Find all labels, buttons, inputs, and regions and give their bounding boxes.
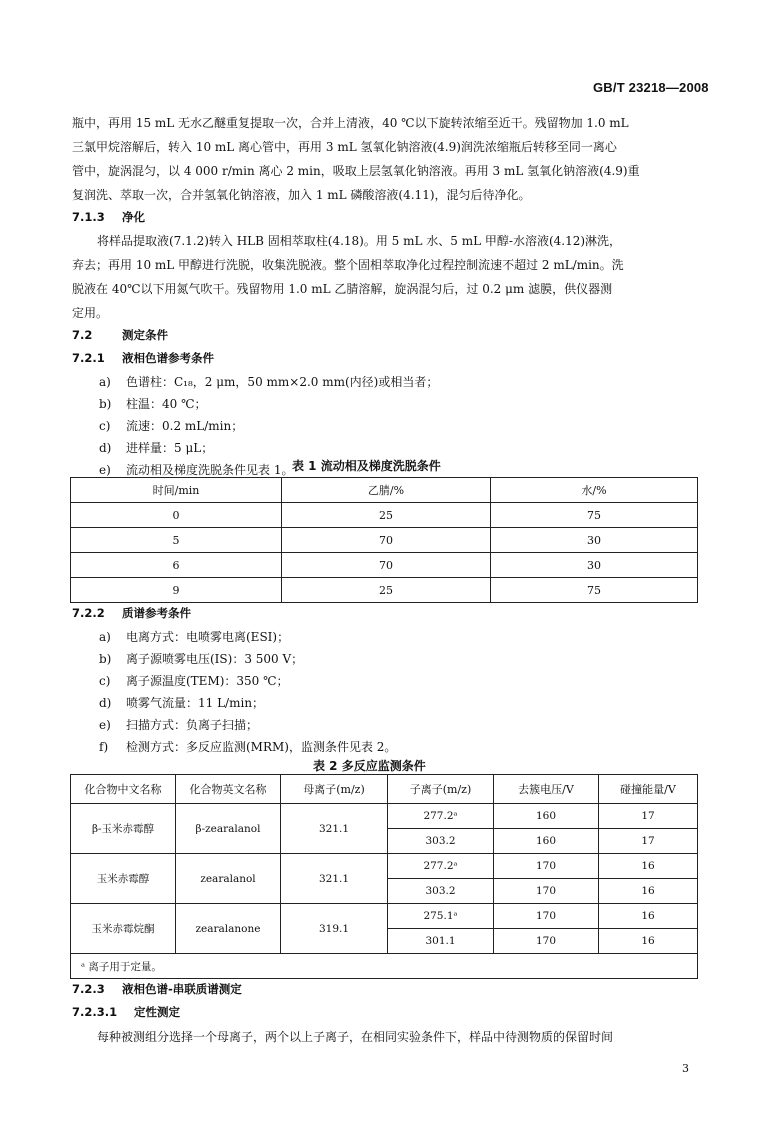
list-item: f) 检测方式：多反应监测(MRM)，监测条件见表 2。 [99, 740, 397, 754]
section-title: 液相色谱-串联质谱测定 [122, 982, 242, 996]
list-item: c) 流速：0.2 mL/min； [99, 419, 244, 433]
table-1-caption: 表 1 流动相及梯度洗脱条件 [292, 459, 441, 473]
table-row: 301.1 170 16 [71, 929, 698, 954]
paragraph-line: 每种被测组分选择一个母离子，两个以上子离子，在相同实验条件下，样品中待测物质的保留时间 [97, 1030, 614, 1044]
section-heading-7-2-3-1 [72, 1003, 180, 1022]
table-row: 0 25 75 [71, 503, 698, 528]
table-row: β-玉米赤霉醇 β-zearalanol 321.1 277.2ᵃ 160 17 [71, 804, 698, 829]
header-cell: 母离子(m/z) [281, 775, 388, 804]
section-number: 7.2.3 [72, 982, 105, 996]
section-number: 7.2.3.1 [72, 1005, 118, 1019]
paragraph-line: 定用。 [72, 306, 109, 320]
section-title: 质谱参考条件 [122, 606, 191, 620]
section-title: 净化 [122, 210, 145, 224]
paragraph-line: 复润洗、萃取一次，合并氢氧化钠溶液，加入 1 mL 磷酸溶液(4.11)，混匀后待净化。 [72, 188, 531, 202]
paragraph-line: 弃去；再用 10 mL 甲醇进行洗脱，收集洗脱液。整个固相萃取净化过程控制流速不超过 2 mL/min。洗 [72, 258, 624, 272]
section-heading-7-2-2 [72, 604, 191, 623]
table-footnote: ᵃ 离子用于定量。 [71, 954, 698, 979]
table-row: 6 70 30 [71, 553, 698, 578]
header-cell: 水/% [491, 478, 698, 503]
section-title: 测定条件 [122, 328, 168, 342]
paragraph-line: 管中，旋涡混匀，以 4 000 r/min 离心 2 min，吸取上层氢氧化钠溶液。再用 3 mL 氢氧化钠溶液(4.9)重 [72, 164, 640, 178]
table-row: 9 25 75 [71, 578, 698, 603]
table-header-row [71, 478, 698, 503]
paragraph-line: 瓶中，再用 15 mL 无水乙醚重复提取一次，合并上清液，40 ℃以下旋转浓缩至近干。残留物加 1.0 mL [72, 116, 629, 130]
paragraph-line: 三氯甲烷溶解后，转入 10 mL 离心管中，再用 3 mL 氢氧化钠溶液(4.9)润洗浓缩瓶后转移至同一离心 [72, 140, 617, 154]
list-item: b) 离子源喷雾电压(IS)：3 500 V； [99, 652, 304, 666]
list-item: d) 进样量：5 μL； [99, 441, 214, 455]
table-row: 303.2 170 16 [71, 879, 698, 904]
header-cell: 化合物中文名称 [71, 775, 176, 804]
table-1 [70, 477, 698, 603]
section-title: 液相色谱参考条件 [122, 351, 214, 365]
section-number: 7.2.1 [72, 351, 105, 365]
list-item: e) 扫描方式：负离子扫描； [99, 718, 259, 732]
section-heading-7-2 [72, 326, 168, 345]
list-item: d) 喷雾气流量：11 L/min； [99, 696, 265, 710]
section-number: 7.1.3 [72, 210, 105, 224]
list-item: a) 电离方式：电喷雾电离(ESI)； [99, 630, 290, 644]
section-heading-7-2-3 [72, 980, 242, 999]
section-heading-7-1-3 [72, 208, 145, 227]
standard-number: GB/T 23218—2008 [593, 80, 709, 95]
table-2-caption: 表 2 多反应监测条件 [313, 759, 426, 773]
list-item: c) 离子源温度(TEM)：350 ℃； [99, 674, 289, 688]
table-row: 玉米赤霉醇 zearalanol 321.1 277.2ᵃ 170 16 [71, 854, 698, 879]
table-row: 303.2 160 17 [71, 829, 698, 854]
page-number: 3 [682, 1062, 689, 1075]
paragraph-line: 将样品提取液(7.1.2)转入 HLB 固相萃取柱(4.18)。用 5 mL 水、5 mL 甲醇-水溶液(4.12)淋洗， [97, 234, 622, 248]
list-item: a) 色谱柱：C₁₈，2 μm，50 mm×2.0 mm(内径)或相当者； [99, 375, 439, 389]
table-row: 玉米赤霉烷酮 zearalanone 319.1 275.1ᵃ 170 16 [71, 904, 698, 929]
list-item: b) 柱温：40 ℃； [99, 397, 207, 411]
section-number: 7.2 [72, 328, 93, 342]
list-item: e) 流动相及梯度洗脱条件见表 1。 [99, 463, 294, 477]
paragraph-line: 脱液在 40℃以下用氮气吹干。残留物用 1.0 mL 乙腈溶解，旋涡混匀后，过 0.2 μm 滤膜，供仪器测 [72, 282, 613, 296]
section-heading-7-2-1 [72, 349, 214, 368]
table-footnote-row [71, 954, 698, 979]
header-cell: 时间/min [71, 478, 282, 503]
header-cell: 碰撞能量/V [599, 775, 698, 804]
header-cell: 去簇电压/V [494, 775, 599, 804]
header-cell: 子离子(m/z) [388, 775, 494, 804]
header-cell: 化合物英文名称 [176, 775, 281, 804]
header-cell: 乙腈/% [282, 478, 491, 503]
table-header-row [71, 775, 698, 804]
section-title: 定性测定 [134, 1005, 180, 1019]
table-row: 5 70 30 [71, 528, 698, 553]
section-number: 7.2.2 [72, 606, 105, 620]
table-2 [70, 774, 698, 979]
